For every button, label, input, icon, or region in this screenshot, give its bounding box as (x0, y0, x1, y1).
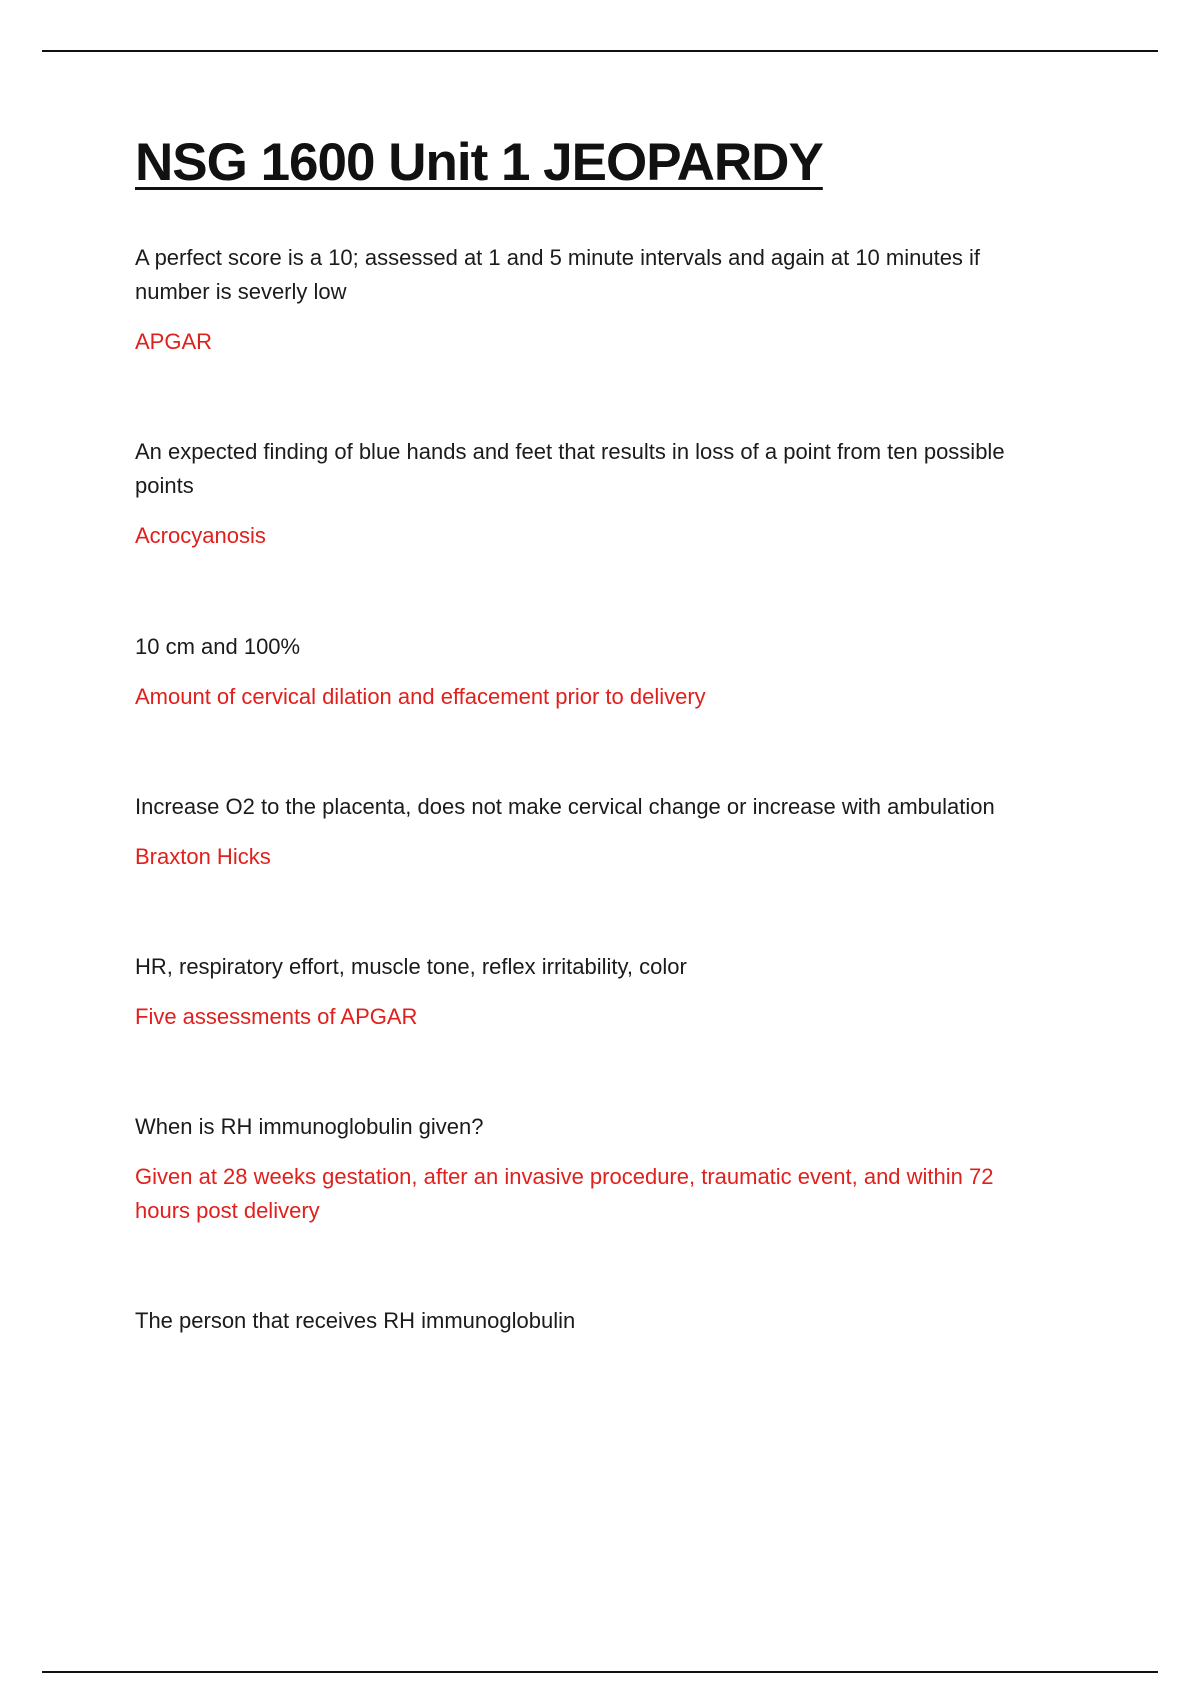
question-text: A perfect score is a 10; assessed at 1 and 5 minute intervals and again at 10 minutes if number is severly low (135, 245, 981, 305)
qa-pair (135, 435, 1100, 553)
page-title: NSG 1600 Unit 1 JEOPARDY (135, 133, 823, 192)
top-divider (42, 50, 1158, 52)
answer-text: Given at 28 weeks gestation, after an invasive procedure, traumatic event, and within 72 hours post delivery (135, 1164, 994, 1224)
question-text: HR, respiratory effort, muscle tone, reflex irritability, color (135, 953, 687, 979)
qa-pair (135, 790, 1100, 874)
question-text: When is RH immunoglobulin given? (135, 1114, 484, 1140)
qa-pair (135, 1110, 1100, 1228)
answer-text: APGAR (135, 329, 213, 355)
answer-text: Acrocyanosis (135, 523, 266, 549)
qa-pair (135, 241, 1100, 359)
question-text: The person that receives RH immunoglobulin (135, 1308, 576, 1334)
bottom-divider (42, 1671, 1158, 1673)
qa-pair (135, 630, 1100, 714)
answer-text: Amount of cervical dilation and effacement prior to delivery (135, 683, 706, 709)
document-content (135, 132, 1100, 1415)
answer-text: Five assessments of APGAR (135, 1004, 418, 1030)
qa-pair (135, 950, 1100, 1034)
qa-pair (135, 1304, 1100, 1338)
question-text: Increase O2 to the placenta, does not make cervical change or increase with ambulation (135, 793, 995, 819)
question-text: An expected finding of blue hands and feet that results in loss of a point from ten possible points (135, 439, 1005, 499)
question-text: 10 cm and 100% (135, 633, 301, 659)
answer-text: Braxton Hicks (135, 843, 271, 869)
